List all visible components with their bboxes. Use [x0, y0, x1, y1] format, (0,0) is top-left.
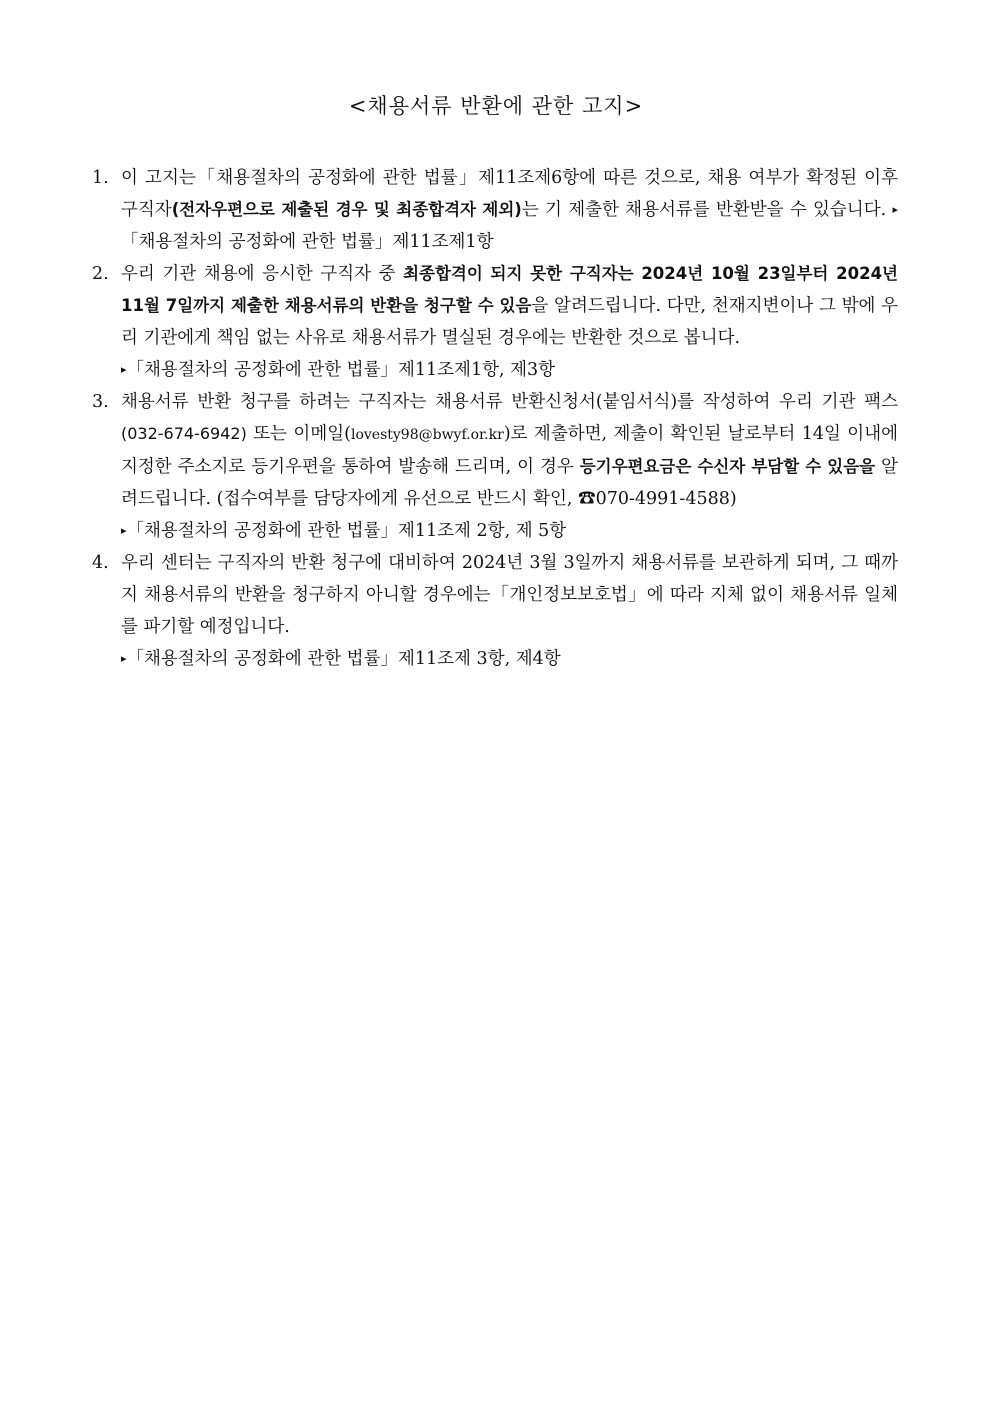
- item-number: 1.: [92, 168, 109, 188]
- notice-item-2: [92, 258, 898, 386]
- notice-item-1: [92, 162, 898, 258]
- item-text: 또는 이메일(: [246, 424, 351, 444]
- law-reference-line: [121, 643, 898, 675]
- law-reference: 「채용절차의 공정화에 관한 법률」제11조제1항, 제3항: [126, 360, 556, 380]
- phone-number: 070-4991-4588): [595, 489, 737, 509]
- arrow-icon: ▸: [121, 652, 127, 665]
- item-paragraph: [121, 547, 898, 643]
- item-number: 4.: [92, 553, 109, 573]
- item-text: 알려드립니다. (접수여부를 담당자에게 유선으로 반드시 확인,: [121, 457, 898, 509]
- law-reference: 「채용절차의 공정화에 관한 법률」제11조제 2항, 제 5항: [126, 521, 567, 541]
- telephone-icon: ☎: [578, 489, 596, 509]
- item-body: [121, 547, 898, 675]
- arrow-icon: ▸: [892, 203, 898, 216]
- item-emphasis: (전자우편으로 제출된 경우 및 최종합격자 제외): [171, 200, 522, 219]
- notice-item-4: [92, 547, 898, 675]
- law-reference: 「채용절차의 공정화에 관한 법률」제11조제 3항, 제4항: [126, 649, 561, 669]
- item-number: 3.: [92, 392, 109, 412]
- item-emphasis: 등기우편요금은 수신자 부담할 수 있음을: [579, 457, 876, 476]
- arrow-icon: ▸: [121, 524, 127, 537]
- item-text: 는 기 제출한 채용서류를 반환받을 수 있습니다.: [521, 200, 887, 220]
- law-reference: 「채용절차의 공정화에 관한 법률」제11조제1항: [121, 232, 494, 252]
- item-text: 우리 센터는 구직자의 반환 청구에 대비하여 2024년 3월 3일까지 채용서류를 보관하게 되며, 그 때까지 채용서류의 반환을 청구하지 아니할 경우에는「개인정보보호법」에 따라 지체 없이 채용서류 일체를 파기할 예정입니다.: [121, 553, 898, 637]
- email-address: lovesty98@bwyf.or.kr: [350, 427, 504, 443]
- item-number: 2.: [92, 264, 109, 284]
- notice-list: [92, 162, 898, 675]
- item-text: 을 알려드립니다. 다만, 천재지변이나 그 밖에 우리 기관에게 책임 없는 사유로 채용서류가 멸실된 경우에는 반환한 것으로 봅니다.: [121, 296, 899, 348]
- item-body: [121, 258, 898, 386]
- item-body: [121, 162, 898, 258]
- item-paragraph: [121, 162, 898, 258]
- item-paragraph: [121, 386, 898, 515]
- law-reference-line: [121, 515, 898, 547]
- item-emphasis: 최종합격이 되지 못한 구직자는 2024년 10월 23일부터 2024년 11월 7일까지 제출한 채용서류의 반환을 청구할 수 있음: [121, 264, 898, 315]
- notice-item-3: [92, 386, 898, 547]
- item-text: )로 제출하면, 제출이 확인된 날로부터 14일 이내에 지정한 주소지로 등기우편을 통하여 발송해 드리며, 이 경우: [121, 424, 898, 477]
- arrow-icon: ▸: [121, 363, 127, 376]
- item-paragraph: [121, 258, 898, 354]
- item-text: 채용서류 반환 청구를 하려는 구직자는 채용서류 반환신청서(붙임서식)를 작성하여 우리 기관 팩스: [121, 392, 898, 412]
- fax-number: (032-674-6942): [121, 424, 247, 443]
- item-body: [121, 386, 898, 547]
- item-text: 이 고지는「채용절차의 공정화에 관한 법률」제11조제6항에 따른 것으로, 채용 여부가 확정된 이후 구직자: [121, 168, 898, 220]
- item-text: 우리 기관 채용에 응시한 구직자 중: [121, 264, 396, 284]
- document-title: <채용서류 반환에 관한 고지>: [348, 94, 644, 118]
- law-reference-line: [121, 354, 898, 386]
